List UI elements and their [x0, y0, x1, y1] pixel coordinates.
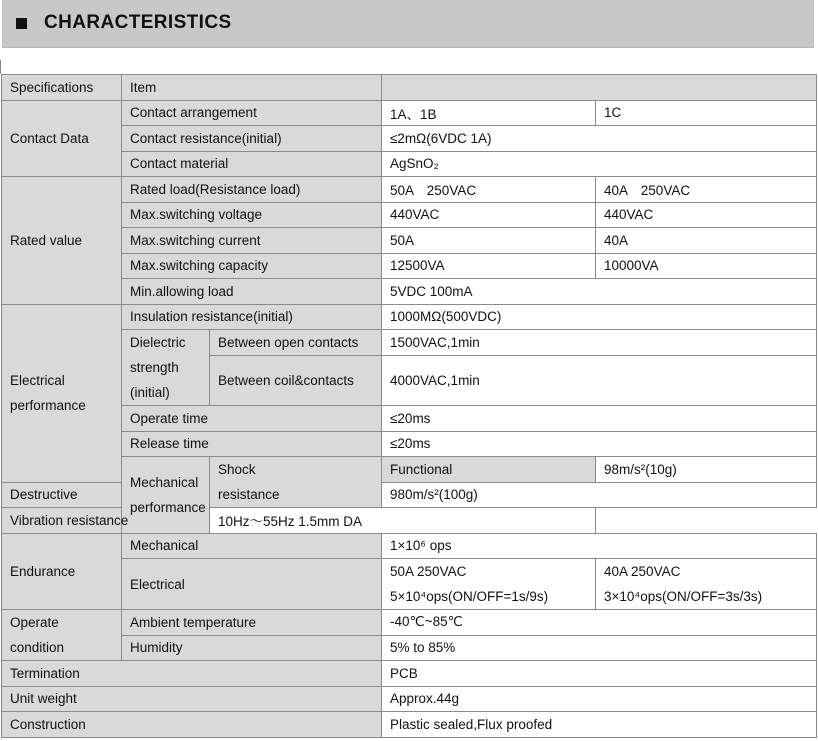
value-cell: 1000MΩ(500VDC) [382, 304, 817, 330]
group-label-line: Mechanical [130, 474, 199, 490]
group-label-line: condition [10, 640, 65, 655]
group-operate-condition [2, 610, 122, 661]
item-label: Operate time [122, 406, 382, 432]
item-label: Contact material [122, 151, 382, 177]
item-label: Max.switching voltage [122, 202, 382, 228]
group-endurance: Endurance [2, 533, 122, 610]
item-label: Construction [2, 712, 382, 738]
table-row [2, 304, 817, 330]
group-label-line: Electrical [10, 373, 65, 388]
value-cell: 98m/s²(10g) [596, 457, 817, 483]
table-row [2, 100, 817, 126]
col-header-value [382, 75, 817, 101]
value-cell: 980m/s²(100g) [382, 482, 817, 508]
value-cell: 440VAC [382, 202, 596, 228]
label-line: Shock [218, 462, 256, 477]
value-cell: ≤20ms [382, 406, 817, 432]
value-line: 3×10⁴ops(ON/OFF=3s/3s) [604, 589, 763, 604]
table-row [2, 406, 817, 432]
table-row [2, 559, 817, 610]
table-row [2, 661, 817, 687]
value-cell: ≤2mΩ(6VDC 1A) [382, 126, 817, 152]
value-cell: 5VDC 100mA [382, 279, 817, 305]
divider [0, 60, 1, 74]
value-cell: Plastic sealed,Flux proofed [382, 712, 817, 738]
item-label: Max.switching capacity [122, 253, 382, 279]
col-header-specifications: Specifications [2, 75, 122, 101]
table-row [2, 712, 817, 738]
table-row [2, 228, 817, 254]
value-cell: 1C [596, 100, 817, 126]
table-row [2, 508, 817, 534]
table-row [2, 126, 817, 152]
item-label: Electrical [122, 559, 382, 610]
item-label: Min.allowing load [122, 279, 382, 305]
value-cell: 40A 250VAC [596, 177, 817, 203]
table-row [2, 431, 817, 457]
section-header [2, 0, 814, 48]
item-label: Max.switching current [122, 228, 382, 254]
item-label: Ambient temperature [122, 610, 382, 636]
value-cell [382, 559, 596, 610]
table-row [2, 533, 817, 559]
sub-item-label: Between open contacts [210, 330, 382, 356]
shock-resistance-label [210, 457, 382, 508]
value-cell: Approx.44g [382, 686, 817, 712]
value-cell: 5% to 85% [382, 635, 817, 661]
value-cell: 1×10⁶ ops [382, 533, 817, 559]
dielectric-strength-label [122, 330, 210, 406]
value-line: 5×10⁴ops(ON/OFF=1s/9s) [390, 589, 549, 604]
label-line: strength [130, 360, 179, 375]
value-cell: -40℃~85℃ [382, 610, 817, 636]
item-label: Release time [122, 431, 382, 457]
value-line: 40A 250VAC [604, 564, 681, 579]
value-cell: 12500VA [382, 253, 596, 279]
sub-item-label: Destructive [2, 482, 122, 508]
group-contact-data: Contact Data [2, 100, 122, 177]
item-label: Insulation resistance(initial) [122, 304, 382, 330]
square-bullet-icon [16, 18, 27, 29]
value-cell: PCB [382, 661, 817, 687]
value-cell: 40A [596, 228, 817, 254]
table-row [2, 279, 817, 305]
table-row [2, 610, 817, 636]
item-label: Mechanical [122, 533, 382, 559]
label-line: (initial) [130, 385, 170, 400]
value-cell: 4000VAC,1min [382, 356, 817, 406]
characteristics-table [1, 74, 817, 738]
table-row [2, 253, 817, 279]
group-rated-value: Rated value [2, 177, 122, 305]
table-row [2, 686, 817, 712]
col-header-item: Item [122, 75, 382, 101]
value-cell: 1500VAC,1min [382, 330, 817, 356]
group-label-line: Operate [10, 615, 59, 630]
table-row [2, 151, 817, 177]
item-label: Termination [2, 661, 382, 687]
table-row [2, 177, 817, 203]
table-row [2, 330, 817, 356]
item-label: Unit weight [2, 686, 382, 712]
group-electrical-performance [2, 304, 122, 482]
value-cell: 50A 250VAC [382, 177, 596, 203]
value-cell: 440VAC [596, 202, 817, 228]
sub-item-label: Between coil&contacts [210, 356, 382, 406]
value-cell [596, 559, 817, 610]
sub-item-label: Functional [382, 457, 596, 483]
item-label: Vibration resistance [2, 508, 210, 534]
table-header-row [2, 75, 817, 101]
value-line: 50A 250VAC [390, 564, 467, 579]
value-cell: ≤20ms [382, 431, 817, 457]
group-label-line: performance [130, 499, 206, 515]
table-row [2, 635, 817, 661]
value-cell: 50A [382, 228, 596, 254]
value-cell: 10Hz～55Hz 1.5mm DA [210, 508, 596, 534]
label-line: Dielectric [130, 335, 186, 350]
value-cell: 1A、1B [382, 100, 596, 126]
value-cell: AgSnO₂ [382, 151, 817, 177]
item-label: Rated load(Resistance load) [122, 177, 382, 203]
table-row [2, 202, 817, 228]
item-label: Humidity [122, 635, 382, 661]
item-label: Contact resistance(initial) [122, 126, 382, 152]
table-row [2, 457, 817, 483]
value-cell: 10000VA [596, 253, 817, 279]
label-line: resistance [218, 487, 280, 502]
section-title: CHARACTERISTICS [44, 12, 232, 33]
group-label-line: performance [10, 398, 86, 413]
item-label: Contact arrangement [122, 100, 382, 126]
